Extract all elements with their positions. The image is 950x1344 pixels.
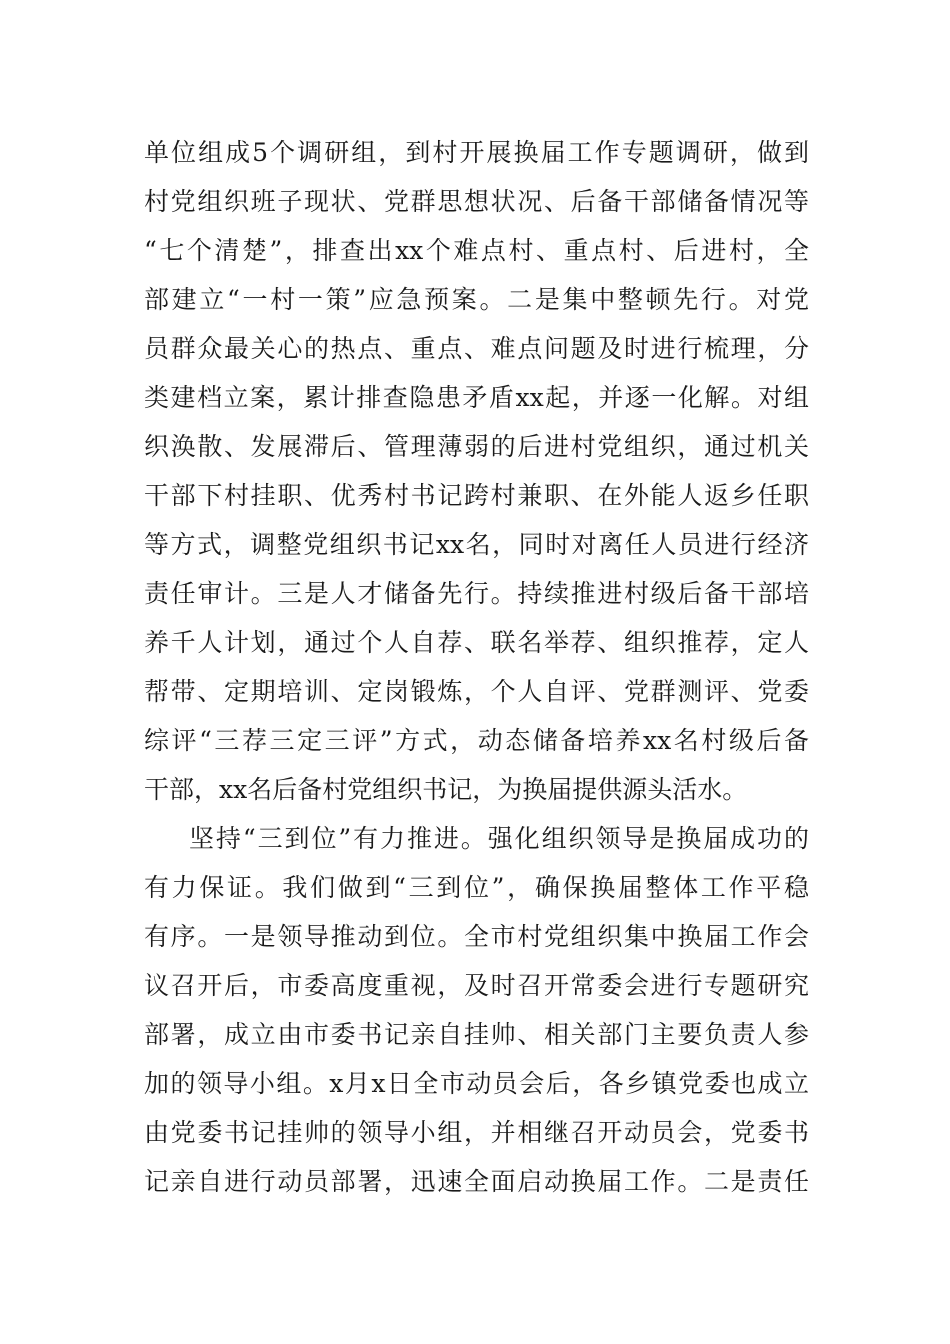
- text-line: 类建档立案，累计排查隐患矛盾xx起，并逐一化解。对组: [144, 383, 809, 412]
- text-line: 干部，xx名后备村党组织书记，为换届提供源头活水。: [144, 775, 748, 804]
- paragraph-1: [144, 128, 809, 814]
- text-line: 议召开后，市委高度重视，及时召开常委会进行专题研究: [144, 971, 809, 1000]
- text-line: 有力保证。我们做到“三到位”，确保换届整体工作平稳: [144, 873, 809, 902]
- text-line: 等方式，调整党组织书记xx名，同时对离任人员进行经济: [144, 530, 809, 559]
- text-line: 织涣散、发展滞后、管理薄弱的后进村党组织，通过机关: [144, 432, 809, 461]
- text-line: 村党组织班子现状、党群思想状况、后备干部储备情况等: [144, 187, 809, 216]
- text-line: 由党委书记挂帅的领导小组，并相继召开动员会，党委书: [144, 1118, 809, 1147]
- text-line: 员群众最关心的热点、重点、难点问题及时进行梳理，分: [144, 334, 809, 363]
- text-line: 记亲自进行动员部署，迅速全面启动换届工作。二是责任: [144, 1167, 809, 1196]
- text-line: “七个清楚”，排查出xx个难点村、重点村、后进村，全: [144, 236, 809, 265]
- text-line: 加的领导小组。x月x日全市动员会后，各乡镇党委也成立: [144, 1069, 809, 1098]
- text-line: 部建立“一村一策”应急预案。二是集中整顿先行。对党: [144, 285, 809, 314]
- text-line: 坚持“三到位”有力推进。强化组织领导是换届成功的: [189, 824, 809, 853]
- text-line: 责任审计。三是人才储备先行。持续推进村级后备干部培: [144, 579, 809, 608]
- text-line: 部署，成立由市委书记亲自挂帅、相关部门主要负责人参: [144, 1020, 809, 1049]
- text-line: 单位组成5个调研组，到村开展换届工作专题调研，做到: [144, 138, 809, 167]
- text-line: 有序。一是领导推动到位。全市村党组织集中换届工作会: [144, 922, 809, 951]
- body-text: [144, 128, 809, 1206]
- text-line: 养千人计划，通过个人自荐、联名举荐、组织推荐，定人: [144, 628, 809, 657]
- text-line: 帮带、定期培训、定岗锻炼，个人自评、党群测评、党委: [144, 677, 809, 706]
- text-line: 综评“三荐三定三评”方式，动态储备培养xx名村级后备: [144, 726, 809, 755]
- text-line: 干部下村挂职、优秀村书记跨村兼职、在外能人返乡任职: [144, 481, 809, 510]
- paragraph-2: [144, 814, 809, 1206]
